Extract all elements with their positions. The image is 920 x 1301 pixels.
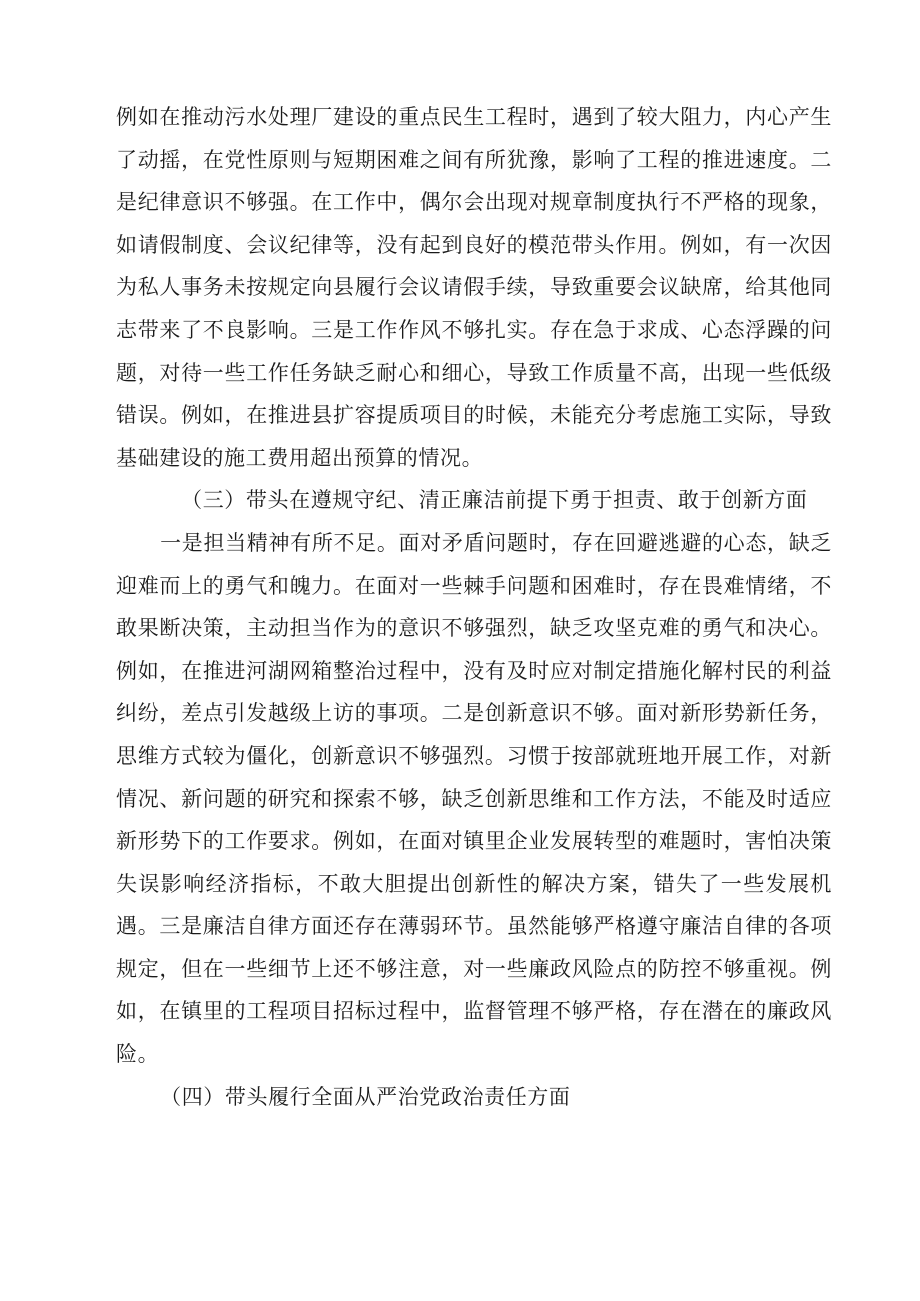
document-body bbox=[116, 96, 832, 1118]
section-heading-four: （四）带头履行全面从严治党政治责任方面 bbox=[160, 1084, 571, 1109]
paragraph-continued: 例如在推动污水处理厂建设的重点民生工程时，遇到了较大阻力，内心产生了动摇，在党性原则与短期困难之间有所犹豫，影响了工程的推进速度。二是纪律意识不够强。在工作中，偶尔会出现对规章制度执行不严格的现象，如请假制度、会议纪律等，没有起到良好的模范带头作用。例如，有一次因为私人事务未按规定向县履行会议请假手续，导致重要会议缺席，给其他同志带来了不良影响。三是工作作风不够扎实。存在急于求成、心态浮躁的问题，对待一些工作任务缺乏耐心和细心，导致工作质量不高，出现一些低级错误。例如，在推进县扩容提质项目的时候，未能充分考虑施工实际，导致基础建设的施工费用超出预算的情况。 bbox=[116, 105, 832, 470]
section-heading-three: （三）带头在遵规守纪、清正廉洁前提下勇于担责、敢于创新方面 bbox=[181, 488, 808, 513]
paragraph-section-three: 一是担当精神有所不足。面对矛盾问题时，存在回避逃避的心态，缺乏迎难而上的勇气和魄力。在面对一些棘手问题和困难时，存在畏难情绪，不敢果断决策，主动担当作为的意识不够强烈，缺乏攻坚克难的勇气和决心。例如，在推进河湖网箱整治过程中，没有及时应对制定措施化解村民的利益纠纷，差点引发越级上访的事项。二是创新意识不够。面对新形势新任务，思维方式较为僵化，创新意识不够强烈。习惯于按部就班地开展工作，对新情况、新问题的研究和探索不够，缺乏创新思维和工作方法，不能及时适应新形势下的工作要求。例如，在面对镇里企业发展转型的难题时，害怕决策失误影响经济指标，不敢大胆提出创新性的解决方案，错失了一些发展机遇。三是廉洁自律方面还存在薄弱环节。虽然能够严格遵守廉洁自律的各项规定，但在一些细节上还不够注意，对一些廉政风险点的防控不够重视。例如，在镇里的工程项目招标过程中，监督管理不够严格，存在潜在的廉政风险。 bbox=[116, 530, 832, 1067]
